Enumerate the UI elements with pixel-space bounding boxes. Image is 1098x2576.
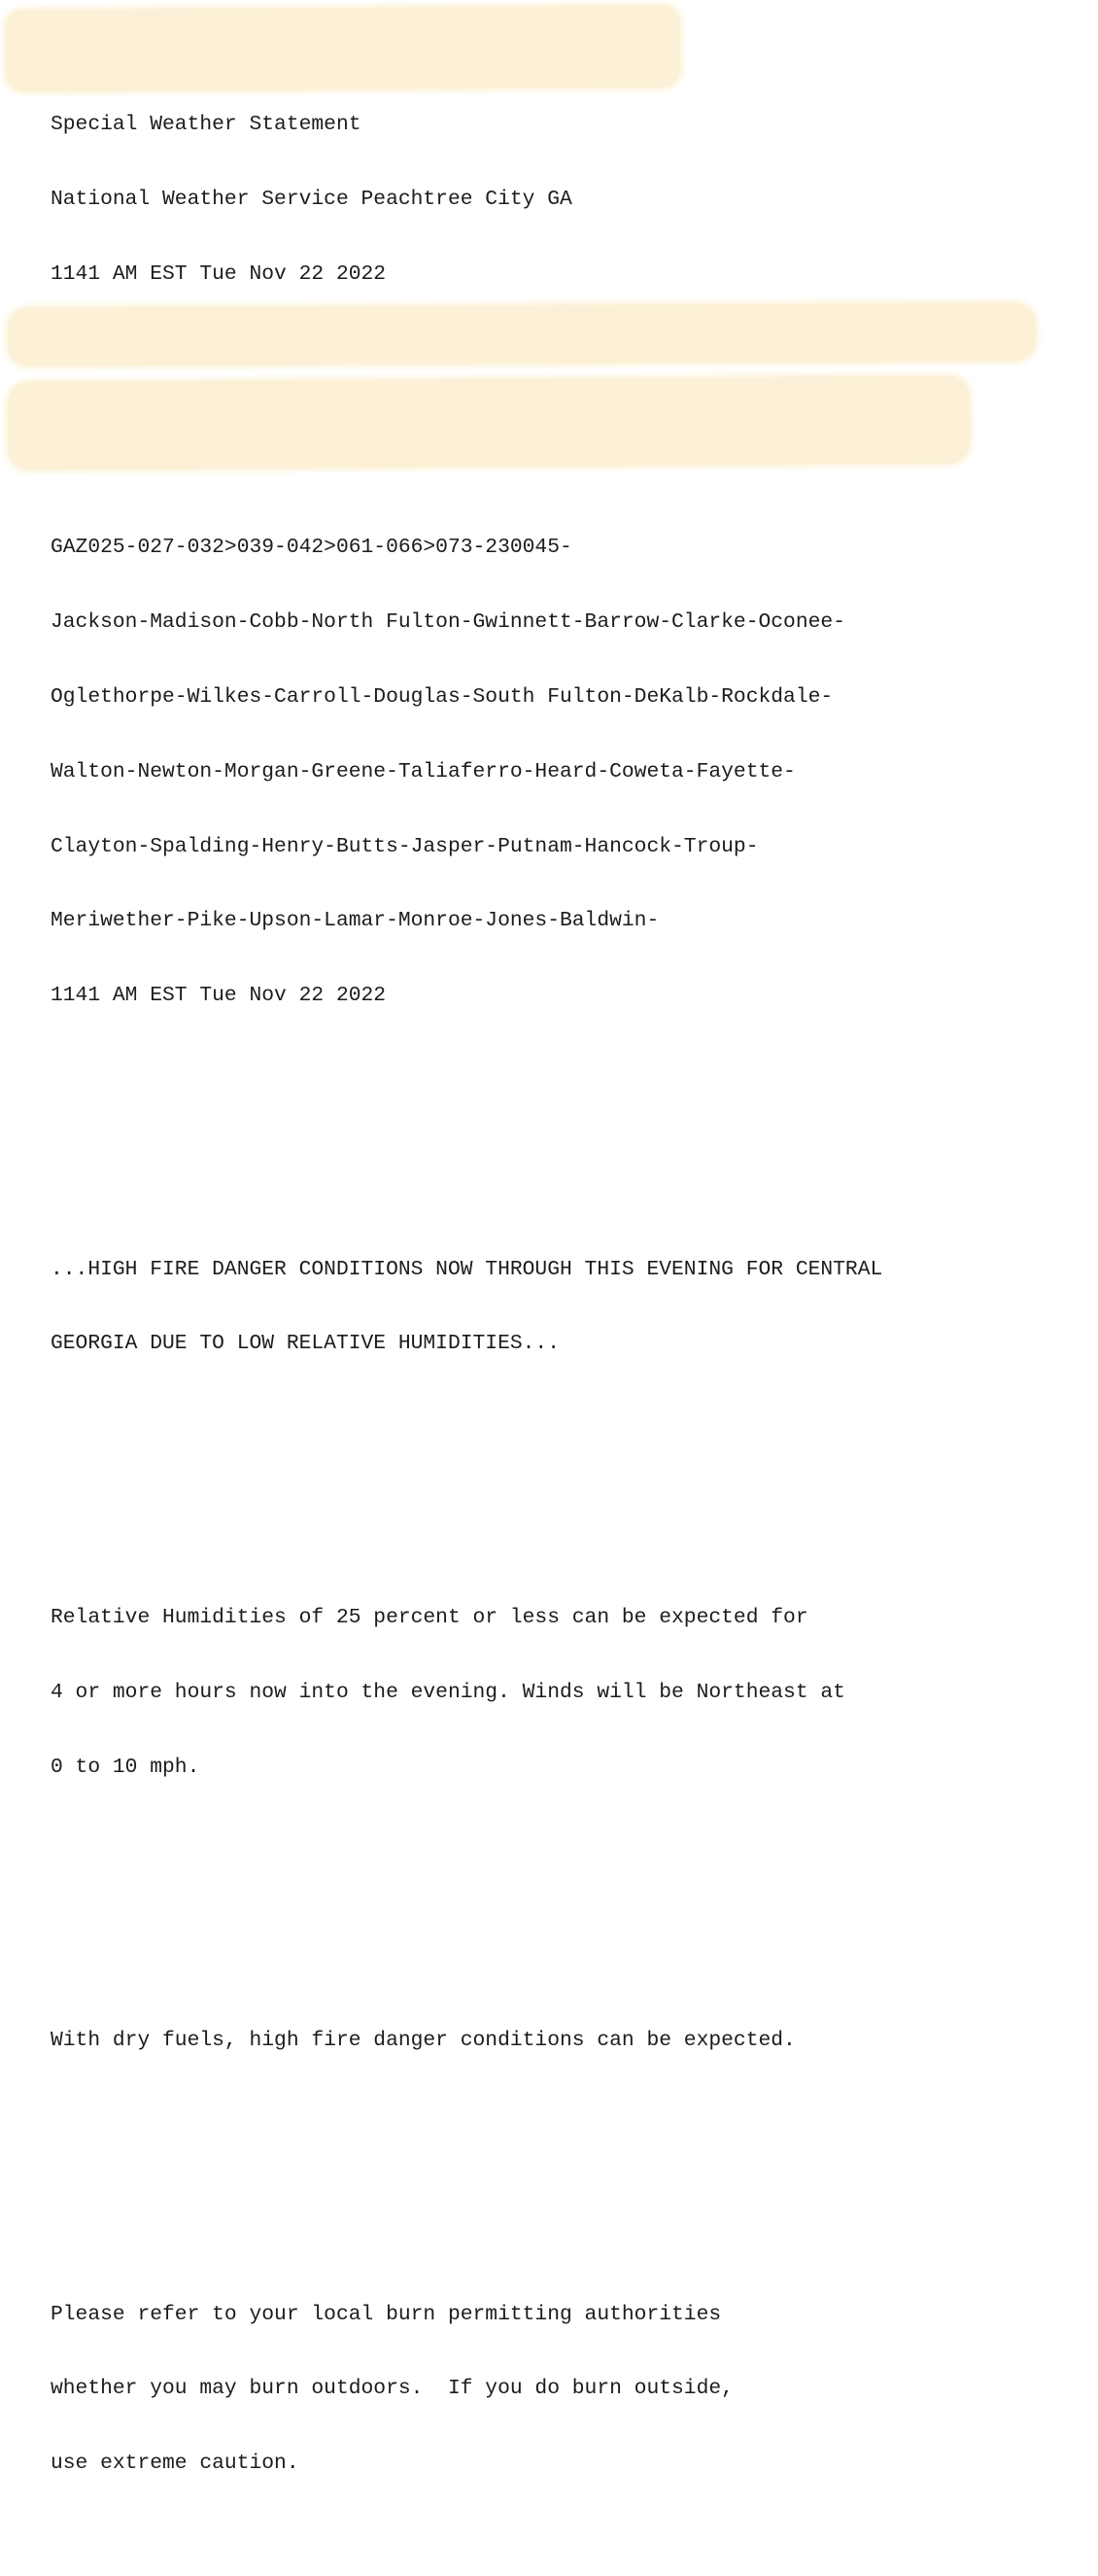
statement-header — [51, 63, 882, 337]
details-line: 0 to 10 mph. — [51, 1755, 200, 1779]
county-list-line: Oglethorpe-Wilkes-Carroll-Douglas-South Fulton-DeKalb-Rockdale- — [51, 685, 834, 710]
headline-line: ...HIGH FIRE DANGER CONDITIONS NOW THROUGH THIS EVENING FOR CENTRAL — [51, 1257, 883, 1281]
advice-block — [51, 2252, 882, 2526]
fuels-block — [51, 1979, 882, 2104]
county-list-line: Jackson-Madison-Cobb-North Fulton-Gwinnett-Barrow-Clarke-Oconee- — [51, 610, 845, 635]
details-block — [51, 1556, 882, 1830]
advice-line: Please refer to your local burn permitting authorities — [51, 2302, 722, 2326]
headline-line: GEORGIA DUE TO LOW RELATIVE HUMIDITIES... — [51, 1332, 560, 1356]
details-line: 4 or more hours now into the evening. Winds will be Northeast at — [51, 1680, 845, 1704]
advice-line: whether you may burn outdoors. If you do burn outside, — [51, 2377, 734, 2401]
statement-title: Special Weather Statement — [51, 113, 361, 137]
statement-text — [51, 14, 882, 2576]
headline-block — [51, 1208, 882, 1408]
spacer — [51, 1880, 882, 1905]
zone-issue-time: 1141 AM EST Tue Nov 22 2022 — [51, 984, 387, 1008]
spacer — [51, 2153, 882, 2178]
issue-time: 1141 AM EST Tue Nov 22 2022 — [51, 261, 387, 286]
county-list-line: Walton-Newton-Morgan-Greene-Taliaferro-Heard-Coweta-Fayette- — [51, 759, 796, 783]
zone-code: GAZ025-027-032>039-042>061-066>073-230045- — [51, 536, 572, 560]
fuels-line: With dry fuels, high fire danger conditions can be expected. — [51, 2029, 796, 2053]
county-list-line: Clayton-Spalding-Henry-Butts-Jasper-Putnam-Hancock-Troup- — [51, 834, 759, 858]
details-line: Relative Humidities of 25 percent or less can be expected for — [51, 1606, 808, 1629]
spacer — [51, 387, 882, 412]
spacer — [51, 1108, 882, 1133]
zone-block — [51, 486, 882, 1059]
spacer — [51, 1456, 882, 1481]
issuing-office: National Weather Service Peachtree City GA — [51, 188, 572, 212]
county-list-line: Meriwether-Pike-Upson-Lamar-Monroe-Jones-Baldwin- — [51, 909, 660, 933]
advice-line: use extreme caution. — [51, 2452, 299, 2476]
